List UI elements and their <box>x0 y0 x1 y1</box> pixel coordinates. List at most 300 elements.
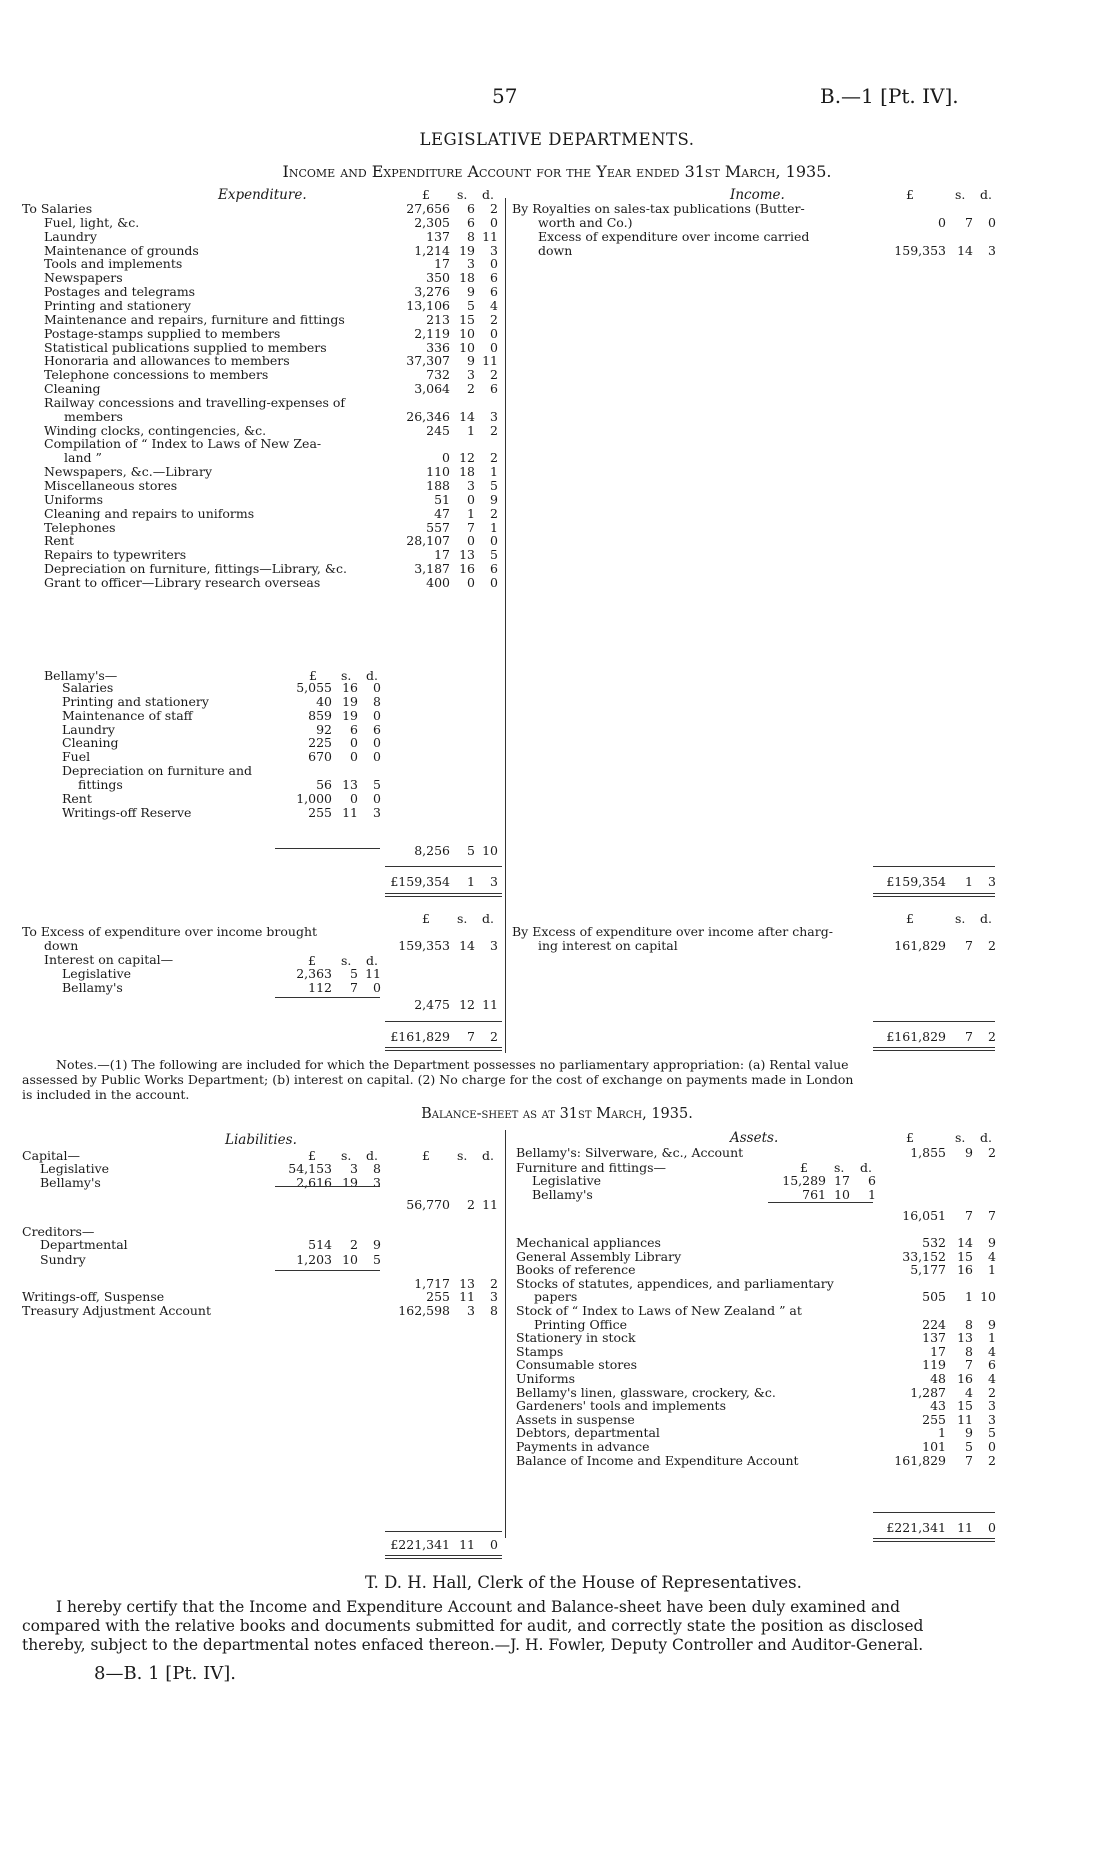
expenditure-row-pounds: 137 <box>426 228 450 244</box>
expenditure-row-pence: 0 <box>490 574 498 590</box>
bellamys-row-label: Fuel <box>62 749 91 765</box>
asset-row-pence: 9 <box>988 1316 996 1332</box>
expenditure-row-pence: 1 <box>490 519 498 535</box>
sec-right-total-pounds: £161,829 <box>886 1029 946 1044</box>
expenditure-row-label: Newspapers, &c.—Library <box>44 464 213 480</box>
inc-shillings-header: s. <box>955 187 966 202</box>
expenditure-row-pence: 3 <box>490 408 498 424</box>
notes-line-2: assessed by Public Works Department; (b) interest on capital. (2) No charge for the cost of exchange on payments made in London <box>22 1072 854 1087</box>
inc-total-shillings: 1 <box>965 874 973 889</box>
expenditure-row-pence: 0 <box>490 339 498 355</box>
expenditure-row-label: Printing and stationery <box>44 297 191 313</box>
expenditure-row-pounds: 245 <box>426 422 450 438</box>
asset-row-pence: 2 <box>988 1384 996 1400</box>
asset-row-label: Debtors, departmental <box>516 1425 660 1441</box>
expenditure-row-pence: 2 <box>490 367 498 383</box>
capital-row-label: Bellamy's <box>40 1174 101 1190</box>
expenditure-row-shillings: 19 <box>459 242 475 258</box>
asset-row-pence: 10 <box>980 1289 996 1305</box>
asset-row-label: Payments in advance <box>516 1439 650 1454</box>
capital-row-label: Legislative <box>40 1161 110 1176</box>
expenditure-row-shillings: 9 <box>467 353 475 369</box>
liab-total-rule-top <box>385 1531 502 1532</box>
furniture-row-pence: 6 <box>868 1173 876 1188</box>
asset-row-pounds: 1,287 <box>910 1384 946 1400</box>
asset-row-shillings: 16 <box>957 1262 973 1278</box>
bellamys-total-pence: 10 <box>482 843 498 858</box>
cap-pounds-header: £ <box>308 1148 316 1163</box>
expenditure-row-pence: 0 <box>490 533 498 549</box>
bellamys-row-shillings: 19 <box>342 707 358 723</box>
expenditure-row-shillings: 18 <box>459 270 475 286</box>
asset-row-shillings: 8 <box>965 1343 973 1359</box>
bellamys-subtotal-rule <box>275 848 380 849</box>
furniture-row-label: Legislative <box>532 1173 602 1188</box>
expenditure-row-label: Postage-stamps supplied to members <box>44 325 281 341</box>
capital-row-pounds: 54,153 <box>288 1161 332 1176</box>
bellamys-row-pence: 3 <box>373 804 381 820</box>
liab-total-pounds: £221,341 <box>390 1537 450 1552</box>
furn-pounds-header: £ <box>800 1160 808 1175</box>
expenditure-row-pounds: 336 <box>426 339 450 355</box>
creditors-total-shillings: 13 <box>459 1276 475 1291</box>
asset-row-label: Uniforms <box>516 1371 575 1386</box>
bs-right-pounds-header: £ <box>906 1130 914 1145</box>
expenditure-row-pounds: 213 <box>426 311 450 327</box>
bellamys-row-pence: 8 <box>373 693 381 709</box>
expenditure-row-shillings: 3 <box>467 478 475 493</box>
assets-total-pence: 0 <box>988 1520 996 1535</box>
sec-left-total-pence: 2 <box>490 1029 498 1044</box>
other-liability-row-pence: 3 <box>490 1289 498 1304</box>
furniture-row-label: Bellamy's <box>532 1186 593 1202</box>
expenditure-row-pence: 2 <box>490 311 498 327</box>
sec-right-total-rule-bottom <box>873 1047 995 1048</box>
inc-total-rule-bottom <box>873 893 995 894</box>
asset-row-pence: 4 <box>988 1248 996 1264</box>
asset-row-pounds: 48 <box>930 1371 946 1386</box>
expenditure-row-label: Maintenance of grounds <box>44 242 199 258</box>
expenditure-row-pence: 6 <box>490 561 498 577</box>
expenditure-row-pence: 2 <box>490 505 498 521</box>
exp-pounds-header: £ <box>422 187 430 202</box>
expenditure-row-label: Fuel, light, &c. <box>44 214 140 230</box>
other-liability-row-shillings: 11 <box>459 1289 475 1304</box>
exp-total-rule-bottom <box>385 893 502 894</box>
furniture-row-pounds: 761 <box>802 1186 826 1202</box>
liab-total-shillings: 11 <box>459 1537 475 1552</box>
capital-total-pounds: 56,770 <box>406 1197 450 1212</box>
expenditure-row-pence: 4 <box>490 297 498 313</box>
inc-pence-header: d. <box>980 187 992 202</box>
income-row-pounds: 0 <box>938 214 946 230</box>
asset-row-shillings: 1 <box>965 1289 973 1305</box>
bs-right-shillings-header: s. <box>955 1130 966 1145</box>
expenditure-row-pounds: 0 <box>442 450 450 466</box>
asset-row-pounds: 532 <box>922 1235 946 1250</box>
furniture-row-pence: 1 <box>868 1186 876 1202</box>
interest-pounds-header: £ <box>308 953 316 968</box>
document-reference: B.—1 [Pt. IV]. <box>820 84 959 108</box>
expenditure-row-label: Laundry <box>44 228 97 244</box>
other-liability-row-pounds: 162,598 <box>398 1302 450 1318</box>
expenditure-row-label: Depreciation on furniture, fittings—Library, &c. <box>44 561 347 577</box>
bellamys-row-shillings: 6 <box>350 721 358 737</box>
expenditure-row-pence: 6 <box>490 270 498 286</box>
bellamys-row-label: Writings-off Reserve <box>62 804 192 820</box>
asset-row-label: papers <box>534 1289 578 1305</box>
capital-row-pounds: 2,616 <box>296 1174 332 1190</box>
asset-row-shillings: 7 <box>965 1357 973 1373</box>
asset-row-pounds: 137 <box>922 1330 946 1346</box>
asset-row-shillings: 8 <box>965 1316 973 1332</box>
income-row-label: down <box>538 242 573 258</box>
interest-total-pence: 11 <box>482 997 498 1012</box>
creditors-subtotal-rule <box>275 1270 380 1271</box>
expenditure-row-shillings: 6 <box>467 214 475 230</box>
expenditure-row-label: Newspapers <box>44 270 123 286</box>
expenditure-row-label: Repairs to typewriters <box>44 547 187 563</box>
other-liability-row-label: Writings-off, Suspense <box>22 1289 165 1304</box>
bellamys-row-pounds: 859 <box>308 707 332 723</box>
asset-row-pounds: 1 <box>938 1425 946 1441</box>
other-liability-row-pounds: 255 <box>426 1289 450 1304</box>
expenditure-row-shillings: 14 <box>459 408 475 424</box>
asset-row-label: Books of reference <box>516 1262 636 1278</box>
certificate-line-1: I hereby certify that the Income and Expenditure Account and Balance-sheet have been duly examined and <box>56 1598 901 1616</box>
asset-row-shillings: 15 <box>957 1248 973 1264</box>
asset-row-pence: 3 <box>988 1398 996 1414</box>
expenditure-row-pence: 2 <box>490 450 498 466</box>
asset-row-label: Gardeners' tools and implements <box>516 1398 726 1414</box>
asset-row-shillings: 7 <box>965 1452 973 1468</box>
bellamys-row-pence: 6 <box>373 721 381 737</box>
furniture-row-pounds: 15,289 <box>782 1173 826 1188</box>
expenditure-row-pounds: 17 <box>434 256 450 272</box>
cap-shillings-header: s. <box>341 1148 352 1163</box>
asset-row-pounds: 255 <box>922 1411 946 1427</box>
bellamys-row-pounds: 92 <box>316 721 332 737</box>
bellamys-row-label: Cleaning <box>62 735 119 751</box>
notes-line-1: Notes.—(1) The following are included for which the Department possesses no parliamentary appropriation: (a) Rental value <box>56 1057 849 1072</box>
cap-pence-header: d. <box>366 1148 378 1163</box>
expenditure-row-pounds: 26,346 <box>406 408 450 424</box>
exp-total-pence: 3 <box>490 874 498 889</box>
asset-row-label: Mechanical appliances <box>516 1235 661 1250</box>
expenditure-row-pence: 0 <box>490 325 498 341</box>
expenditure-row-pence: 11 <box>482 353 498 369</box>
interest-shillings-header: s. <box>341 953 352 968</box>
furniture-row-shillings: 17 <box>834 1173 850 1188</box>
expenditure-row-shillings: 0 <box>467 491 475 507</box>
furniture-total-shillings: 7 <box>965 1208 973 1223</box>
asset-row-shillings: 9 <box>965 1425 973 1441</box>
bellamys-total-shillings: 5 <box>467 843 475 858</box>
interest-capital-row-label: Legislative <box>62 966 132 981</box>
bellamys-row-pence: 0 <box>373 707 381 723</box>
expenditure-row-shillings: 8 <box>467 228 475 244</box>
sec-right-shillings-header: s. <box>955 911 966 926</box>
expenditure-row-shillings: 1 <box>467 422 475 438</box>
expenditure-row-label: land ” <box>64 450 102 466</box>
income-row-label: Excess of expenditure over income carried <box>538 228 810 244</box>
expenditure-row-pounds: 13,106 <box>406 297 450 313</box>
expenditure-row-pence: 3 <box>490 242 498 258</box>
asset-row-label: Balance of Income and Expenditure Account <box>516 1452 799 1468</box>
interest-total-shillings: 12 <box>459 997 475 1012</box>
expenditure-row-label: Tools and implements <box>44 256 183 272</box>
income-row-pounds: 159,353 <box>894 242 946 258</box>
asset-row-label: Stamps <box>516 1343 564 1359</box>
notes-line-3: is included in the account. <box>22 1087 190 1102</box>
asset-row-pounds: 33,152 <box>902 1248 946 1264</box>
bellamys-row-shillings: 19 <box>342 693 358 709</box>
bellamys-row-pence: 5 <box>373 776 381 792</box>
interest-right-row-pounds: 161,829 <box>894 937 946 953</box>
sec-left-pounds-header: £ <box>422 911 430 926</box>
expenditure-row-pounds: 27,656 <box>406 201 450 216</box>
expenditure-row-label: Compilation of “ Index to Laws of New Zea- <box>44 436 322 452</box>
creditor-row-label: Departmental <box>40 1237 128 1252</box>
expenditure-row-shillings: 9 <box>467 284 475 300</box>
expenditure-row-pounds: 47 <box>434 505 450 521</box>
bellamys-row-pounds: 5,055 <box>296 680 332 695</box>
expenditure-row-label: Statistical publications supplied to members <box>44 339 327 355</box>
creditors-total-pounds: 1,717 <box>414 1276 450 1291</box>
capital-label: Capital— <box>22 1148 80 1163</box>
other-liability-row-label: Treasury Adjustment Account <box>22 1302 212 1318</box>
expenditure-row-pounds: 2,305 <box>414 214 450 230</box>
sec-left-total-pounds: £161,829 <box>390 1029 450 1044</box>
sec-left-total-rule-double <box>385 1050 502 1051</box>
liab-total-rule-bottom <box>385 1555 502 1556</box>
expenditure-row-label: Railway concessions and travelling-expenses of <box>44 394 346 410</box>
expenditure-row-shillings: 12 <box>459 450 475 466</box>
certificate-line-2: compared with the relative books and documents submitted for audit, and correctly state the position as disclosed <box>22 1617 924 1635</box>
interest-capital-row-pounds: 112 <box>308 979 332 995</box>
asset-row-label: Stock of “ Index to Laws of New Zealand ” at <box>516 1303 802 1318</box>
asset-row-label: Assets in suspense <box>516 1411 635 1427</box>
bellamys-label: Bellamy's— <box>44 668 118 683</box>
interest-total-pounds: 2,475 <box>414 997 450 1012</box>
inc-total-rule-double <box>873 896 995 897</box>
expenditure-row-shillings: 0 <box>467 533 475 549</box>
asset-row-pounds: 101 <box>922 1439 946 1454</box>
asset-row-pence: 4 <box>988 1343 996 1359</box>
income-row-pence: 0 <box>988 214 996 230</box>
asset-row-shillings: 9 <box>965 1145 973 1160</box>
sec-right-pounds-header: £ <box>906 911 914 926</box>
inc-total-rule-top <box>873 866 995 867</box>
interest-right-row-label: ing interest on capital <box>538 937 678 953</box>
asset-row-pence: 6 <box>988 1357 996 1373</box>
interest-capital-row-shillings: 7 <box>350 979 358 995</box>
capital-row-pence: 8 <box>373 1161 381 1176</box>
asset-row-pence: 1 <box>988 1262 996 1278</box>
expenditure-row-label: Telephones <box>44 519 116 535</box>
income-row-shillings: 7 <box>965 214 973 230</box>
expenditure-row-shillings: 6 <box>467 201 475 216</box>
asset-row-label: General Assembly Library <box>516 1248 682 1264</box>
sec-right-total-rule-double <box>873 1050 995 1051</box>
account-title: Income and Expenditure Account for the Year ended 31st March, 1935. <box>282 162 832 181</box>
interest-right-row-shillings: 7 <box>965 937 973 953</box>
interest-capital-row-pence: 11 <box>365 966 381 981</box>
interest-subtotal-rule <box>275 997 380 998</box>
furn-shillings-header: s. <box>834 1160 845 1175</box>
bs-right-pence-header: d. <box>980 1130 992 1145</box>
bs-left-pence-header: d. <box>482 1148 494 1163</box>
certificate-line-3: thereby, subject to the departmental notes enfaced thereon.—J. H. Fowler, Deputy Controller and Auditor-General. <box>22 1636 924 1654</box>
interest-capital-row-label: Bellamy's <box>62 979 123 995</box>
sec-right-total-shillings: 7 <box>965 1029 973 1044</box>
interest-left-row-shillings: 14 <box>459 937 475 953</box>
furniture-total-pounds: 16,051 <box>902 1208 946 1223</box>
expenditure-row-pounds: 188 <box>426 478 450 493</box>
bellamys-pence-header: d. <box>366 668 378 683</box>
asset-row-pounds: 43 <box>930 1398 946 1414</box>
asset-row-label: Stationery in stock <box>516 1330 636 1346</box>
creditors-label: Creditors— <box>22 1224 95 1239</box>
expenditure-row-pence: 5 <box>490 478 498 493</box>
interest-left-row-label: down <box>44 937 79 953</box>
assets-total-shillings: 11 <box>957 1520 973 1535</box>
expenditure-row-label: Honoraria and allowances to members <box>44 353 290 369</box>
bellamys-row-pounds: 670 <box>308 749 332 765</box>
expenditure-row-shillings: 3 <box>467 256 475 272</box>
capital-row-pence: 3 <box>373 1174 381 1190</box>
sec-right-pence-header: d. <box>980 911 992 926</box>
assets-total-rule-bottom <box>873 1538 995 1539</box>
asset-row-shillings: 16 <box>957 1371 973 1386</box>
expenditure-row-label: To Salaries <box>22 201 93 216</box>
exp-total-pounds: £159,354 <box>390 874 450 889</box>
sec-left-total-rule-top <box>385 1021 502 1022</box>
expenditure-row-shillings: 13 <box>459 547 475 563</box>
liab-total-pence: 0 <box>490 1537 498 1552</box>
asset-row-shillings: 13 <box>957 1330 973 1346</box>
footer-reference: 8—B. 1 [Pt. IV]. <box>94 1663 236 1684</box>
expenditure-heading: Expenditure. <box>218 187 307 203</box>
exp-total-rule-double <box>385 896 502 897</box>
expenditure-row-label: members <box>64 408 123 424</box>
asset-row-label: Bellamy's: Silverware, &c., Account <box>516 1145 744 1160</box>
exp-pence-header: d. <box>482 187 494 202</box>
exp-total-rule-top <box>385 866 502 867</box>
capital-row-shillings: 3 <box>350 1161 358 1176</box>
expenditure-row-label: Grant to officer—Library research overseas <box>44 574 321 590</box>
asset-row-pounds: 224 <box>922 1316 946 1332</box>
expenditure-row-pence: 2 <box>490 422 498 438</box>
income-heading: Income. <box>730 187 785 203</box>
asset-row-pounds: 505 <box>922 1289 946 1305</box>
bellamys-row-pounds: 56 <box>316 776 332 792</box>
interest-capital-row-pence: 0 <box>373 979 381 995</box>
bellamys-row-pence: 0 <box>373 749 381 765</box>
income-row-label: worth and Co.) <box>538 214 633 230</box>
expenditure-row-label: Winding clocks, contingencies, &c. <box>44 422 267 438</box>
expenditure-row-shillings: 3 <box>467 367 475 383</box>
liab-total-rule-double <box>385 1558 502 1559</box>
bellamys-row-pounds: 225 <box>308 735 332 751</box>
department-title: LEGISLATIVE DEPARTMENTS. <box>419 130 695 149</box>
expenditure-row-shillings: 10 <box>459 325 475 341</box>
creditor-row-pence: 5 <box>373 1251 381 1267</box>
bellamys-row-pounds: 40 <box>316 693 332 709</box>
expenditure-row-label: Uniforms <box>44 491 103 507</box>
asset-row-pence: 2 <box>988 1145 996 1160</box>
expenditure-row-pounds: 110 <box>426 464 450 480</box>
expenditure-row-pence: 6 <box>490 284 498 300</box>
capital-subtotal-rule <box>275 1186 380 1187</box>
asset-row-label: Stocks of statutes, appendices, and parliamentary <box>516 1275 834 1291</box>
sec-left-total-rule-bottom <box>385 1047 502 1048</box>
interest-right-row-label: By Excess of expenditure over income after charg- <box>512 924 833 939</box>
asset-row-label: Consumable stores <box>516 1357 638 1373</box>
asset-row-shillings: 11 <box>957 1411 973 1427</box>
asset-row-pounds: 161,829 <box>894 1452 946 1468</box>
expenditure-row-label: Rent <box>44 533 74 549</box>
asset-row-pence: 0 <box>988 1439 996 1454</box>
bellamys-row-label: Depreciation on furniture and <box>62 763 252 779</box>
bellamys-total-pounds: 8,256 <box>414 843 450 858</box>
interest-left-row-pounds: 159,353 <box>398 937 450 953</box>
furniture-label: Furniture and fittings— <box>516 1160 666 1175</box>
exp-shillings-header: s. <box>457 187 468 202</box>
interest-pence-header: d. <box>366 953 378 968</box>
balance-sheet-title: Balance-sheet as at 31st March, 1935. <box>421 1106 693 1122</box>
bellamys-row-pence: 0 <box>373 790 381 806</box>
expenditure-row-pounds: 2,119 <box>414 325 450 341</box>
expenditure-row-pounds: 17 <box>434 547 450 563</box>
furn-pence-header: d. <box>860 1160 872 1175</box>
expenditure-row-pence: 5 <box>490 547 498 563</box>
expenditure-row-pence: 9 <box>490 491 498 507</box>
expenditure-row-shillings: 7 <box>467 519 475 535</box>
assets-total-rule-top <box>873 1512 995 1513</box>
bellamys-row-pence: 0 <box>373 680 381 695</box>
page-number: 57 <box>492 84 518 108</box>
bellamys-shillings-header: s. <box>341 668 352 683</box>
creditor-row-shillings: 10 <box>342 1251 358 1267</box>
interest-capital-row-shillings: 5 <box>350 966 358 981</box>
bellamys-row-label: Laundry <box>62 721 115 737</box>
asset-row-shillings: 4 <box>965 1384 973 1400</box>
expenditure-row-label: Telephone concessions to members <box>44 367 269 383</box>
asset-row-pence: 1 <box>988 1330 996 1346</box>
asset-row-pounds: 119 <box>922 1357 946 1373</box>
sec-left-pence-header: d. <box>482 911 494 926</box>
bellamys-row-label: Rent <box>62 790 92 806</box>
interest-right-row-pence: 2 <box>988 937 996 953</box>
income-row-shillings: 14 <box>957 242 973 258</box>
bellamys-row-label: Printing and stationery <box>62 693 209 709</box>
bs-left-shillings-header: s. <box>457 1148 468 1163</box>
income-row-label: By Royalties on sales-tax publications (Butter- <box>512 201 805 216</box>
bellamys-row-pounds: 255 <box>308 804 332 820</box>
expenditure-row-pounds: 3,276 <box>414 284 450 300</box>
interest-left-row-pence: 3 <box>490 937 498 953</box>
bellamys-row-pence: 0 <box>373 735 381 751</box>
bellamys-row-shillings: 11 <box>342 804 358 820</box>
expenditure-row-shillings: 0 <box>467 574 475 590</box>
clerk-signature: T. D. H. Hall, Clerk of the House of Representatives. <box>365 1573 802 1592</box>
inc-total-pounds: £159,354 <box>886 874 946 889</box>
assets-heading: Assets. <box>730 1130 779 1146</box>
furniture-total-pence: 7 <box>988 1208 996 1223</box>
creditor-row-label: Sundry <box>40 1251 86 1267</box>
creditor-row-pence: 9 <box>373 1237 381 1252</box>
